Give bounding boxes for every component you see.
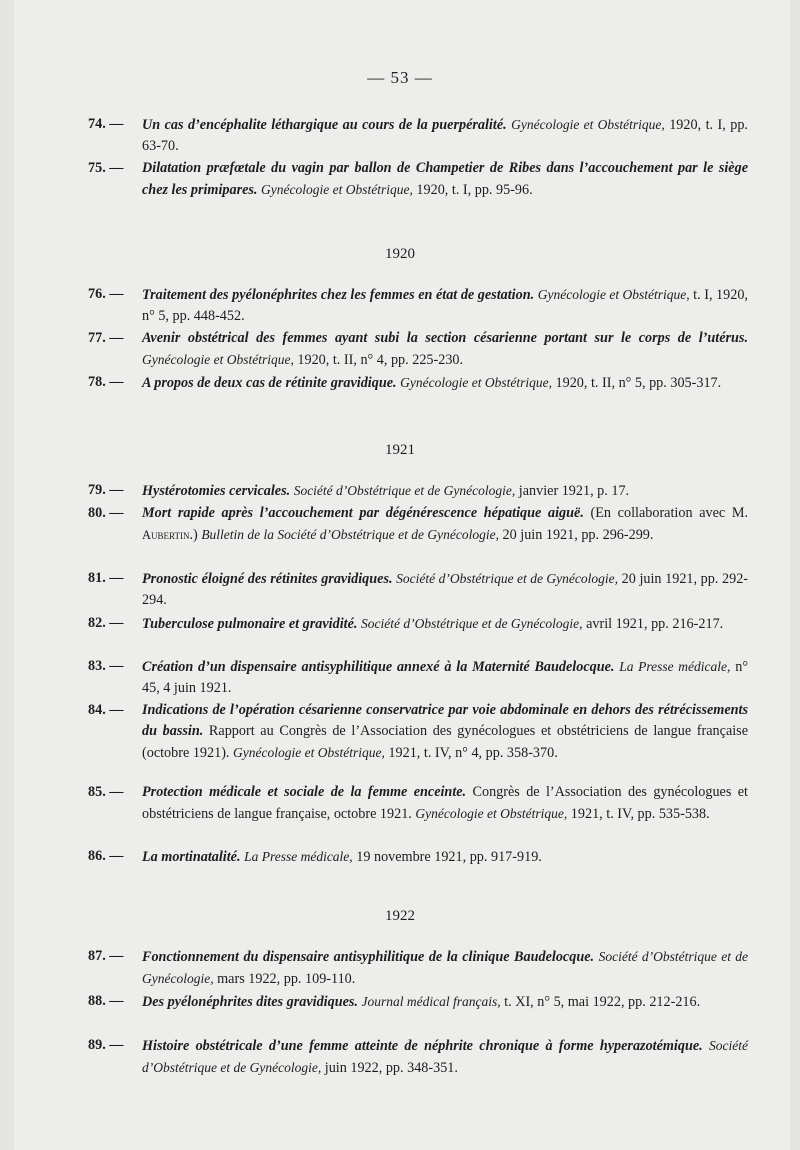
entry-source: Société d’Obstétrique et de Gynécologie, xyxy=(396,571,619,586)
entry-title: Pronostic éloigné des rétinites gravidiques. xyxy=(142,571,393,587)
entry-number: 82. — xyxy=(88,615,124,631)
entry-source: Société d’Obstétrique et de Gynécologie, xyxy=(142,949,749,986)
entry-source: Gynécologie et Obstétrique, xyxy=(415,806,568,821)
entry-80 xyxy=(88,503,748,546)
entry-source: Gynécologie et Obstétrique, xyxy=(400,375,552,390)
entry-source: Gynécologie et Obstétrique, xyxy=(511,117,665,132)
entry-source: Gynécologie et Obstétrique, xyxy=(537,287,690,302)
entry-number: 83. — xyxy=(88,658,124,674)
year-heading-1921: 1921 xyxy=(385,442,415,458)
entry-number: 79. — xyxy=(88,482,124,498)
entry-83 xyxy=(88,656,748,699)
entry-details: t. I, 1920, n° 5, pp. 448-452. xyxy=(142,287,748,324)
entry-number: 88. — xyxy=(88,993,124,1009)
entry-84 xyxy=(88,700,748,764)
entry-82 xyxy=(88,613,748,635)
entry-title: Fonctionnement du dispensaire antisyphilitique de la clinique Baudelocque. xyxy=(142,949,595,965)
entry-85 xyxy=(88,782,748,825)
entry-number: 89. — xyxy=(88,1037,124,1053)
entry-75 xyxy=(88,158,748,201)
entry-title: Indications de l’opération césarienne conservatrice par voie abdominale en dehors des rétrécissements du bassin. xyxy=(142,702,748,739)
entry-79 xyxy=(88,480,748,502)
entry-title: Histoire obstétricale d’une femme atteinte de néphrite chronique à forme hyperazotémique. xyxy=(142,1038,703,1054)
entry-details: 19 novembre 1921, pp. 917-919. xyxy=(352,849,542,865)
entry-number: 78. — xyxy=(88,374,124,390)
entry-source: Société d’Obstétrique et de Gynécologie, xyxy=(293,483,516,498)
entry-title: Hystérotomies cervicales. xyxy=(142,483,291,499)
entry-number: 76. — xyxy=(88,286,124,302)
entry-number: 77. — xyxy=(88,330,124,346)
entry-source: Gynécologie et Obstétrique, xyxy=(261,182,413,197)
entry-details: 1920, t. II, n° 5, pp. 305-317. xyxy=(551,375,722,391)
entry-source: Société d’Obstétrique et de Gynécologie, xyxy=(360,616,583,631)
entry-number: 86. — xyxy=(88,848,124,864)
entry-details: 1921, t. IV, n° 4, pp. 358-370. xyxy=(384,745,558,761)
entry-86 xyxy=(88,846,748,868)
entry-details: 1920, t. I, pp. 63-70. xyxy=(142,117,748,154)
entry-details: 1921, t. IV, pp. 535-538. xyxy=(567,806,710,822)
entry-78 xyxy=(88,372,748,394)
year-heading-1922: 1922 xyxy=(385,908,415,924)
entry-number: 85. — xyxy=(88,784,124,800)
entry-title: Traitement des pyélonéphrites chez les femmes en état de gestation. xyxy=(142,287,535,303)
entry-77 xyxy=(88,328,748,371)
entry-details: mars 1922, pp. 109-110. xyxy=(213,971,356,987)
year-heading-1920: 1920 xyxy=(385,246,415,262)
entry-title: La mortinatalité. xyxy=(142,849,241,865)
entry-details: t. XI, n° 5, mai 1922, pp. 212-216. xyxy=(500,994,701,1010)
entry-title: Dilatation præfœtale du vagin par ballon de Champetier de Ribes dans l’accouchement par le siège chez les primipares. xyxy=(142,160,748,198)
entry-number: 84. — xyxy=(88,702,124,718)
entry-note: Rapport au Congrès de l’Association des gynécologues et obstétriciens de langue française (octobre 1921). xyxy=(142,723,749,761)
entry-details: avril 1921, pp. 216-217. xyxy=(582,616,724,632)
entry-76 xyxy=(88,284,748,327)
entry-source: Journal médical français, xyxy=(361,994,501,1009)
entry-title: A propos de deux cas de rétinite gravidique. xyxy=(142,375,397,391)
entry-87 xyxy=(88,946,748,990)
entry-details: 1920, t. I, pp. 95-96. xyxy=(412,182,533,198)
entry-title: Création d’un dispensaire antisyphilitique annexé à la Maternité Baudelocque. xyxy=(142,659,615,675)
entry-number: 74. — xyxy=(88,116,124,132)
entry-number: 80. — xyxy=(88,505,124,521)
entry-source: Société d’Obstétrique et de Gynécologie, xyxy=(142,1038,748,1075)
entry-title: Un cas d’encéphalite léthargique au cours de la puerpéralité. xyxy=(142,117,507,133)
entry-title: Avenir obstétrical des femmes ayant subi la section césarienne portant sur le corps de l’utérus. xyxy=(142,330,748,346)
entry-88 xyxy=(88,991,748,1013)
entry-details: 20 juin 1921, pp. 296-299. xyxy=(498,527,654,543)
entry-details: 20 juin 1921, pp. 292-294. xyxy=(142,571,749,608)
entry-author: Aubertin xyxy=(142,528,190,542)
entry-title: Tuberculose pulmonaire et gravidité. xyxy=(142,616,358,632)
entry-title: Des pyélonéphrites dites gravidiques. xyxy=(142,994,358,1010)
entry-source: La Presse médicale, xyxy=(244,849,353,864)
entry-source: Gynécologie et Obstétrique, xyxy=(233,745,385,760)
entry-note: (En collaboration avec M. xyxy=(583,505,749,521)
entry-source: Bulletin de la Société d’Obstétrique et de Gynécologie, xyxy=(201,527,499,542)
entry-number: 81. — xyxy=(88,570,124,586)
page-number: — 53 — xyxy=(367,68,433,87)
entry-details: n° 45, 4 juin 1921. xyxy=(142,659,748,696)
entry-source: Gynécologie et Obstétrique, xyxy=(142,352,294,367)
entry-details: juin 1922, pp. 348-351. xyxy=(321,1060,458,1076)
entry-details: 1920, t. II, n° 4, pp. 225-230. xyxy=(293,352,464,368)
entry-note-end: .) xyxy=(189,527,202,543)
entry-title: Protection médicale et sociale de la femme enceinte. xyxy=(142,784,467,800)
entry-title: Mort rapide après l’accouchement par dégénérescence hépatique aiguë. xyxy=(142,505,584,521)
entry-74 xyxy=(88,114,748,157)
entry-details: janvier 1921, p. 17. xyxy=(515,483,630,499)
entry-source: La Presse médicale, xyxy=(619,659,731,674)
entry-89 xyxy=(88,1035,748,1079)
entry-number: 75. — xyxy=(88,160,124,176)
entry-note: Congrès de l’Association des gynécologues et obstétriciens de langue française, octobre 1921. xyxy=(142,784,748,822)
entry-number: 87. — xyxy=(88,948,124,964)
entry-81 xyxy=(88,568,748,611)
